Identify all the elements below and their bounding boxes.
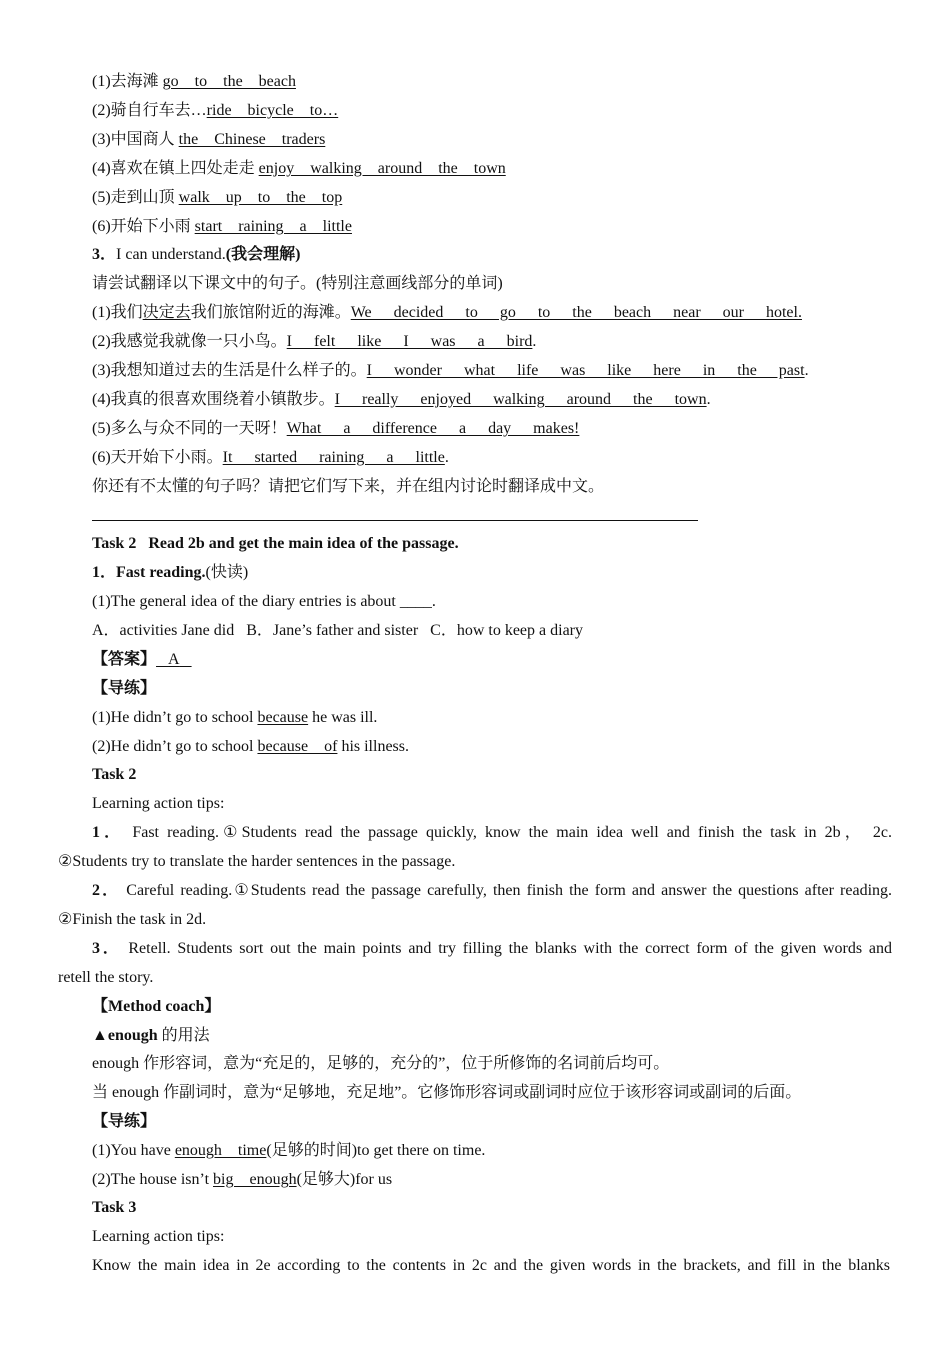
- task3-heading: Task 3: [92, 1199, 137, 1216]
- practice-item: (1)You have enough time(足够的时间)to get there on time.: [92, 1142, 486, 1159]
- question-text: (1)The general idea of the diary entries is about ____.: [92, 593, 436, 610]
- practice-item: (2)He didn’t go to school because of his illness.: [92, 738, 409, 755]
- task3-text: Know the main idea in 2e according to the contents in 2c and the given words in the brackets, and fill in the blanks: [92, 1257, 890, 1274]
- answer-line: [92, 520, 698, 521]
- practice-item: (2)The house isn’t big enough(足够大)for us: [92, 1171, 393, 1188]
- sentence-item: (1)我们决定去我们旅馆附近的海滩。We decided to go to the beach near our hotel.: [92, 304, 802, 321]
- sentence-item: (3)我想知道过去的生活是什么样子的。I wonder what life was like here in the past.: [92, 362, 809, 379]
- tip-item: 1． Fast reading.①Students read the passage quickly, know the main idea well and finish the task in 2b， 2c.: [92, 824, 892, 841]
- phrase-item: (4)喜欢在镇上四处走走 enjoy walking around the town: [92, 160, 506, 177]
- tips-label: Learning action tips:: [92, 795, 225, 812]
- tip-item: 2． Careful reading.①Students read the passage carefully, then finish the form and answer the questions after reading.: [92, 882, 893, 899]
- tip-item-continued: ②Students try to translate the harder sentences in the passage.: [58, 853, 456, 870]
- instruction-text: 请尝试翻译以下课文中的句子。(特别注意画线部分的单词): [92, 275, 503, 292]
- sentence-item: (5)多么与众不同的一天呀！What a difference a day makes!: [92, 420, 580, 437]
- phrase-item: (5)走到山顶 walk up to the top: [92, 189, 343, 206]
- answer-line-row: 【答案】 A: [92, 651, 180, 668]
- tip-item: 3． Retell. Students sort out the main points and try filling the blanks with the correct form of the given words and: [92, 940, 892, 957]
- task2-title: Task 2 Read 2b and get the main idea of the passage.: [92, 535, 459, 552]
- phrase-item: (1)去海滩 go to the beach: [92, 73, 296, 90]
- tip-item-continued: retell the story.: [58, 969, 154, 986]
- answer-options: A．activities Jane did B．Jane’s father and sister C．how to keep a diary: [92, 622, 583, 639]
- sentence-item: (6)天开始下小雨。It started raining a little.: [92, 449, 449, 466]
- practice-label: 【导练】: [92, 1113, 157, 1130]
- practice-item: (1)He didn’t go to school because he was ill.: [92, 709, 378, 726]
- tip-item-continued: ②Finish the task in 2d.: [58, 911, 207, 928]
- method-text: 当 enough 作副词时，意为“足够地，充足地”。它修饰形容词或副词时应位于该形容词或副词的后面。: [92, 1084, 802, 1101]
- practice-label: 【导练】: [92, 680, 157, 697]
- task2-heading: Task 2: [92, 766, 137, 783]
- phrase-item: (6)开始下小雨 start raining a little: [92, 218, 352, 235]
- sentence-item: (4)我真的很喜欢围绕着小镇散步。I really enjoyed walking around the town.: [92, 391, 711, 408]
- sentence-item: (2)我感觉我就像一只小鸟。I felt like I was a bird.: [92, 333, 537, 350]
- phrase-item: (3)中国商人 the Chinese traders: [92, 131, 326, 148]
- phrase-item: (2)骑自行车去…ride bicycle to…: [92, 102, 339, 119]
- enough-usage-heading: ▲enough 的用法: [92, 1027, 210, 1044]
- followup-text: 你还有不太懂的句子吗？请把它们写下来，并在组内讨论时翻译成中文。: [92, 478, 605, 495]
- fast-reading-heading: 1．Fast reading.(快读): [92, 564, 249, 581]
- method-text: enough 作形容词，意为“充足的，足够的，充分的”，位于所修饰的名词前后均可。: [92, 1055, 670, 1072]
- section-heading-understand: 3．I can understand.(我会理解): [92, 246, 301, 263]
- tips-label: Learning action tips:: [92, 1228, 225, 1245]
- method-coach-label: 【Method coach】: [92, 998, 221, 1015]
